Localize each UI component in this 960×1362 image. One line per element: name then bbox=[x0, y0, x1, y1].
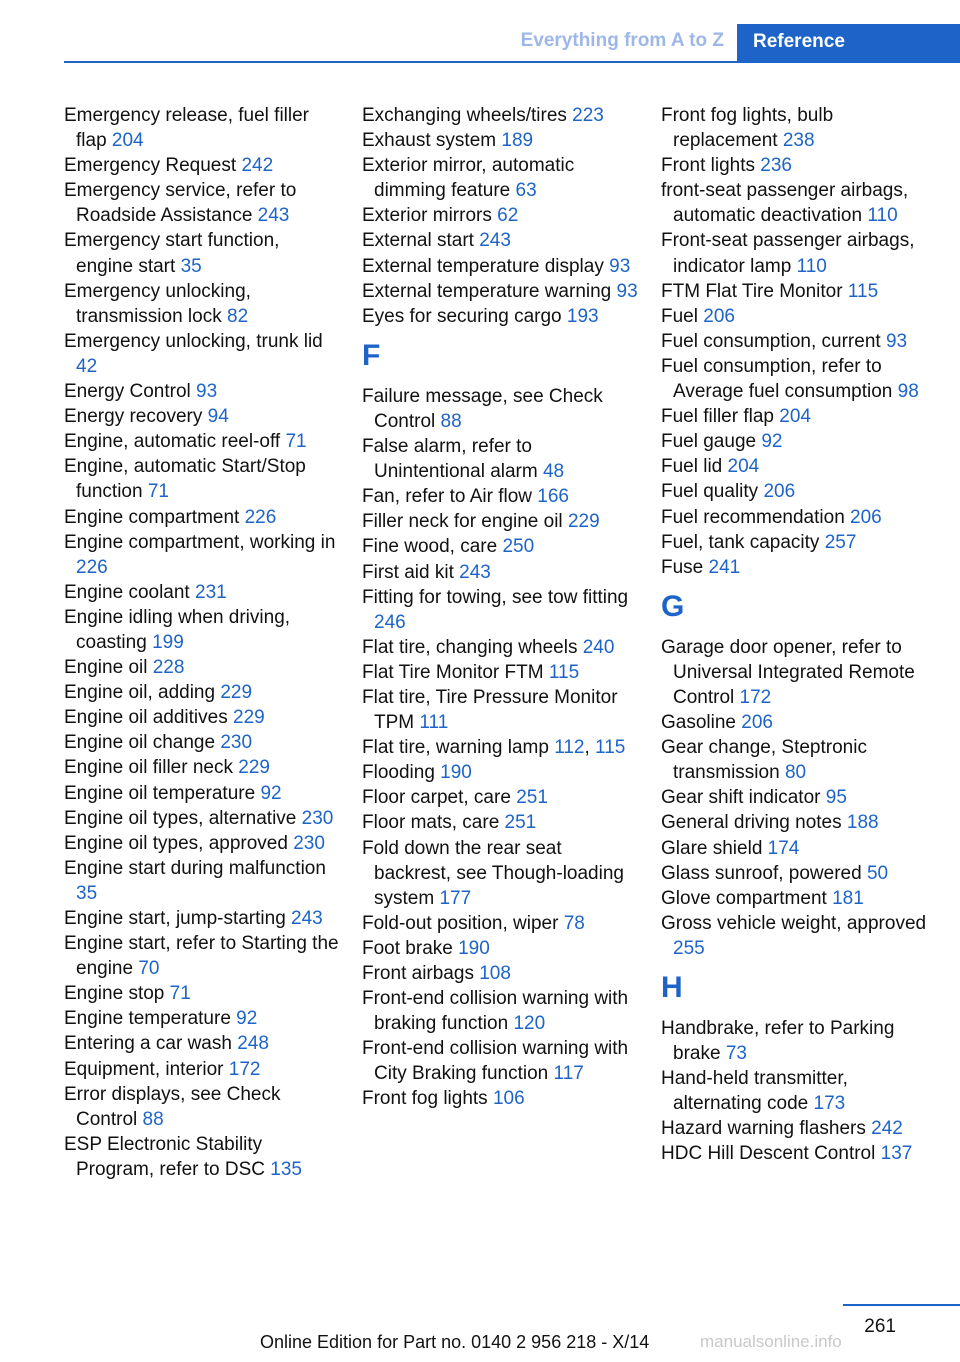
index-entry bbox=[362, 810, 638, 835]
index-entry bbox=[661, 836, 941, 861]
index-entry bbox=[64, 1132, 340, 1182]
page-reference-link[interactable]: 255 bbox=[673, 937, 705, 959]
index-entry bbox=[661, 710, 941, 735]
page-reference-link[interactable]: 88 bbox=[142, 1108, 164, 1130]
index-entry-text: Engine oil change bbox=[64, 732, 216, 754]
index-entry-text: Engine stop bbox=[64, 983, 165, 1005]
index-entry-text: ESP Electronic Stability Program, refer to DSC bbox=[64, 1133, 265, 1180]
index-entry bbox=[661, 103, 941, 153]
page-reference-link[interactable]: 71 bbox=[169, 983, 191, 1005]
index-entry bbox=[362, 203, 638, 228]
index-entry-text: Emergency start function, engine start bbox=[64, 230, 280, 277]
page-reference-link[interactable]: 230 bbox=[293, 832, 325, 854]
index-entry-text: Flat tire, changing wheels bbox=[362, 636, 578, 658]
index-entry-text: Fuel lid bbox=[661, 456, 723, 478]
index-entry bbox=[362, 986, 638, 1036]
index-entry-text: Error displays, see Check Control bbox=[64, 1083, 281, 1130]
index-entry bbox=[661, 861, 941, 886]
index-entry-text: False alarm, refer to Unintentional alarm bbox=[362, 436, 538, 483]
index-entry-text: Flat Tire Monitor FTM bbox=[362, 661, 544, 683]
index-entry-text: Engine start during malfunction bbox=[64, 857, 326, 879]
index-entry bbox=[362, 484, 638, 509]
index-entry-text: Energy Control bbox=[64, 381, 191, 403]
index-entry bbox=[661, 530, 941, 555]
index-entry-text: Engine oil types, alternative bbox=[64, 807, 297, 829]
page-reference-link[interactable]: 93 bbox=[885, 330, 908, 352]
index-entry bbox=[661, 479, 941, 504]
page-reference-link[interactable]: 230 bbox=[220, 732, 253, 754]
index-entry-text: Fuel consumption, current bbox=[661, 330, 881, 352]
index-entry-text: Energy recovery bbox=[64, 406, 203, 428]
page-reference-link[interactable]: 236 bbox=[760, 155, 792, 177]
index-entry bbox=[64, 505, 340, 530]
index-entry bbox=[64, 228, 340, 278]
page-reference-link[interactable]: 63 bbox=[515, 180, 537, 202]
index-entry-text: Floor mats, care bbox=[362, 812, 500, 834]
index-entry bbox=[64, 1006, 340, 1031]
index-entry-text: Exhaust system bbox=[362, 130, 497, 152]
index-entry bbox=[64, 530, 340, 580]
page-reference-link[interactable]: 35 bbox=[180, 255, 202, 277]
page-reference-link[interactable]: 166 bbox=[537, 486, 569, 508]
index-entry-text: General driving notes bbox=[661, 812, 842, 834]
page-reference-link[interactable]: 204 bbox=[727, 456, 760, 478]
page-reference-link[interactable]: 71 bbox=[285, 431, 307, 453]
index-entry-text: Engine, automatic Start/Stop function bbox=[64, 456, 306, 503]
index-entry-text: Fuse bbox=[661, 556, 704, 578]
page-reference-link[interactable]: 206 bbox=[850, 506, 882, 528]
header-divider bbox=[64, 61, 960, 63]
page-reference-link[interactable]: 246 bbox=[374, 611, 406, 633]
index-entry bbox=[64, 454, 340, 504]
index-entry-text: Eyes for securing cargo bbox=[362, 305, 562, 327]
index-entry-text: Hand-held transmitter, alternating code bbox=[661, 1068, 848, 1115]
page-reference-link[interactable]: 112 bbox=[554, 737, 585, 759]
page-reference-link[interactable]: 228 bbox=[152, 657, 185, 679]
index-entry-text: Fan, refer to Air flow bbox=[362, 486, 533, 508]
index-entry-text: Gear shift indicator bbox=[661, 787, 821, 809]
footer-divider bbox=[843, 1304, 960, 1306]
index-entry: Flat tire, warning lamp 112, 115 bbox=[362, 737, 626, 759]
index-entry-text: front-seat passenger airbags, automatic deactivation bbox=[661, 180, 909, 227]
index-entry bbox=[362, 936, 638, 961]
page-reference-link[interactable]: 199 bbox=[152, 631, 184, 653]
index-entry bbox=[64, 580, 340, 605]
page-number: 261 bbox=[864, 1316, 896, 1337]
page-reference-link[interactable]: 106 bbox=[492, 1088, 525, 1110]
index-entry bbox=[661, 1116, 941, 1141]
index-entry bbox=[362, 660, 638, 685]
page-reference-link[interactable]: 251 bbox=[504, 812, 537, 834]
page-reference-link[interactable]: 120 bbox=[513, 1013, 546, 1035]
index-entry bbox=[64, 404, 340, 429]
index-entry-text: Emergency unlocking, transmission lock bbox=[64, 280, 251, 327]
page-reference-link[interactable]: 206 bbox=[741, 712, 773, 734]
index-entry-text: Glare shield bbox=[661, 837, 763, 859]
index-entry bbox=[64, 856, 340, 906]
edition-note: Online Edition for Part no. 0140 2 956 218 - X/14 bbox=[260, 1332, 650, 1352]
index-entry-text: Emergency Request bbox=[64, 155, 237, 177]
index-entry bbox=[64, 680, 340, 705]
index-entry bbox=[362, 1086, 638, 1111]
index-entry-text: Emergency service, refer to Roadside Assistance bbox=[64, 180, 297, 227]
page-reference-link[interactable]: 229 bbox=[233, 707, 265, 729]
index-entry bbox=[661, 1016, 941, 1066]
index-entry bbox=[64, 906, 340, 931]
index-column-1 bbox=[64, 103, 340, 1182]
index-entry-text: Garage door opener, refer to Universal Integrated Remote Control bbox=[661, 636, 915, 708]
index-entry bbox=[362, 585, 638, 635]
index-entry-text: Engine, automatic reel-off bbox=[64, 431, 281, 453]
index-entry bbox=[64, 981, 340, 1006]
page-reference-link[interactable]: 231 bbox=[195, 581, 227, 603]
page-reference-link[interactable]: 117 bbox=[553, 1063, 584, 1085]
index-entry bbox=[362, 685, 638, 735]
index-entry-text: Engine oil filler neck bbox=[64, 757, 233, 779]
index-entry-text: Front lights bbox=[661, 155, 755, 177]
index-entry bbox=[64, 178, 340, 228]
page-reference-link[interactable]: 70 bbox=[138, 958, 160, 980]
page-reference-link[interactable]: 251 bbox=[516, 787, 548, 809]
index-entry bbox=[362, 760, 638, 785]
index-entry-text: Engine compartment bbox=[64, 506, 240, 528]
page-reference-link[interactable]: 206 bbox=[763, 481, 796, 503]
index-entry bbox=[64, 781, 340, 806]
index-entry-text: Exterior mirrors bbox=[362, 205, 492, 227]
page-reference-link[interactable]: 238 bbox=[782, 130, 815, 152]
index-entry bbox=[661, 228, 941, 278]
index-entry bbox=[64, 755, 340, 780]
page-reference-link[interactable]: 110 bbox=[796, 255, 827, 277]
index-entry-text: First aid kit bbox=[362, 561, 454, 583]
page-reference-link[interactable]: 93 bbox=[196, 381, 218, 403]
index-entry-text: Equipment, interior bbox=[64, 1058, 224, 1080]
page-reference-link[interactable]: 98 bbox=[897, 381, 919, 403]
index-entry-text: Front-end collision warning with braking function bbox=[362, 988, 629, 1035]
index-entry bbox=[362, 836, 638, 911]
page-reference-link[interactable]: 73 bbox=[725, 1043, 747, 1065]
index-entry-text: FTM Flat Tire Monitor bbox=[661, 280, 843, 302]
index-entry-text: Exterior mirror, automatic dimming feature bbox=[362, 155, 575, 202]
index-entry bbox=[661, 555, 941, 580]
page-reference-link[interactable]: 108 bbox=[479, 963, 511, 984]
index-entry-text: Fitting for towing, see tow fitting bbox=[362, 586, 629, 608]
index-letter-heading: F bbox=[362, 338, 381, 372]
index-entry bbox=[661, 329, 941, 354]
index-entry-text: Gasoline bbox=[661, 712, 736, 734]
index-entry-text: Floor carpet, care bbox=[362, 787, 511, 809]
index-entry bbox=[661, 886, 941, 911]
index-entry-text: Filler neck for engine oil bbox=[362, 511, 563, 533]
page-reference-link[interactable]: 243 bbox=[479, 230, 511, 252]
index-letter-heading: H bbox=[661, 971, 683, 1004]
index-entry bbox=[362, 279, 638, 304]
index-entry bbox=[362, 785, 638, 810]
index-column-2 bbox=[362, 103, 638, 1112]
index-entry-text: Engine start, jump-starting bbox=[64, 908, 286, 929]
index-entry bbox=[64, 806, 340, 831]
index-entry-text: Hazard warning flashers bbox=[661, 1118, 866, 1140]
page-header bbox=[0, 0, 960, 66]
page-reference-link[interactable]: 190 bbox=[458, 937, 490, 959]
index-entry bbox=[362, 103, 638, 128]
index-entry-text: Flat tire, Tire Pressure Monitor TPM bbox=[362, 686, 618, 734]
index-entry bbox=[362, 153, 638, 203]
index-entry bbox=[661, 454, 941, 479]
index-entry bbox=[661, 304, 941, 329]
index-entry bbox=[362, 434, 638, 484]
page-reference-link[interactable]: 80 bbox=[784, 762, 807, 784]
page-reference-link[interactable]: 257 bbox=[824, 531, 857, 553]
page-reference-link[interactable]: 92 bbox=[761, 431, 783, 453]
page-reference-link[interactable]: 243 bbox=[459, 561, 491, 583]
index-entry-text: Flat tire, warning lamp bbox=[362, 737, 549, 759]
index-entry-text: HDC Hill Descent Control bbox=[661, 1143, 876, 1165]
index-entry-text: External temperature warning bbox=[362, 280, 612, 302]
index-entry bbox=[362, 384, 638, 434]
page-reference-link[interactable]: 35 bbox=[76, 882, 98, 904]
index-entry-text: Gross vehicle weight, approved bbox=[661, 912, 927, 934]
index-entry-text: Exchanging wheels/tires bbox=[362, 105, 567, 126]
index-entry bbox=[362, 228, 638, 253]
page-reference-link[interactable]: 137 bbox=[880, 1143, 913, 1165]
index-entry-text: Flooding bbox=[362, 762, 435, 784]
page-reference-link[interactable]: 226 bbox=[244, 506, 277, 528]
page-reference-link[interactable]: 188 bbox=[846, 812, 879, 834]
index-entry bbox=[661, 429, 941, 454]
page-reference-link[interactable]: 181 bbox=[832, 887, 864, 909]
index-entry bbox=[362, 961, 638, 986]
index-entry bbox=[362, 560, 638, 585]
index-entry-text: Front-end collision warning with City Braking function bbox=[362, 1038, 629, 1085]
index-entry-text: Fold-out position, wiper bbox=[362, 912, 559, 934]
page-reference-link[interactable]: 243 bbox=[257, 205, 290, 227]
index-entry bbox=[661, 404, 941, 429]
index-entry bbox=[362, 509, 638, 534]
page-reference-link[interactable]: 223 bbox=[572, 105, 604, 126]
index-entry bbox=[362, 128, 638, 153]
page-reference-link[interactable]: 94 bbox=[207, 406, 229, 428]
page-reference-link[interactable]: 93 bbox=[616, 280, 638, 302]
index-entry bbox=[661, 635, 941, 710]
index-entry-text: Emergency unlocking, trunk lid bbox=[64, 330, 323, 352]
index-entry-text: Fuel consumption, refer to Average fuel consumption bbox=[661, 355, 893, 403]
index-letter-heading: G bbox=[661, 589, 685, 623]
page-reference-link[interactable]: 62 bbox=[497, 205, 519, 227]
index-entry-text: Engine oil, adding bbox=[64, 682, 216, 704]
page-reference-link[interactable]: 173 bbox=[813, 1093, 846, 1115]
index-entry bbox=[64, 1031, 340, 1056]
index-entry bbox=[661, 1141, 941, 1166]
index-entry-text: Fold down the rear seat backrest, see Though-loading system bbox=[362, 837, 624, 909]
page-reference-link[interactable]: 229 bbox=[238, 757, 270, 779]
page-reference-link[interactable]: 204 bbox=[111, 130, 144, 152]
index-entry-text: Fuel gauge bbox=[661, 431, 757, 453]
index-entry-text: Front fog lights, bulb replacement bbox=[661, 105, 834, 152]
index-entry bbox=[64, 329, 340, 379]
page-reference-link[interactable]: 250 bbox=[502, 536, 535, 558]
index-entry-text: Failure message, see Check Control bbox=[362, 385, 603, 432]
page-reference-link[interactable]: 42 bbox=[76, 355, 98, 377]
index-entry bbox=[661, 1066, 941, 1116]
page-reference-link[interactable]: 177 bbox=[439, 887, 472, 909]
index-entry bbox=[661, 354, 941, 404]
index-entry bbox=[661, 153, 941, 178]
index-entry bbox=[362, 304, 638, 329]
page-reference-link[interactable]: 111 bbox=[419, 712, 449, 734]
index-entry bbox=[661, 735, 941, 785]
page-reference-link[interactable]: 193 bbox=[566, 305, 599, 327]
index-entry bbox=[362, 911, 638, 936]
section-title: Everything from A to Z bbox=[520, 30, 724, 51]
page-reference-link[interactable]: 229 bbox=[567, 511, 600, 533]
index-entry-text: Engine compartment, working in bbox=[64, 531, 336, 553]
page-reference-link[interactable]: 248 bbox=[237, 1033, 269, 1055]
index-entry-text: Fuel quality bbox=[661, 481, 759, 503]
index-entry bbox=[64, 730, 340, 755]
index-entry bbox=[661, 785, 941, 810]
index-entry bbox=[362, 254, 638, 279]
index-entry-text: Fuel, tank capacity bbox=[661, 531, 820, 553]
page-reference-link[interactable]: 92 bbox=[260, 782, 282, 804]
index-entry-text: Engine idling when driving, coasting bbox=[64, 606, 291, 653]
section-tab: Reference bbox=[737, 24, 960, 61]
page-reference-link[interactable]: 189 bbox=[501, 130, 534, 152]
index-entry bbox=[64, 379, 340, 404]
page-reference-link[interactable]: 226 bbox=[76, 556, 108, 578]
page-reference-link[interactable]: 230 bbox=[301, 807, 334, 829]
page-reference-link[interactable]: 242 bbox=[871, 1118, 903, 1140]
page-reference-link[interactable]: 115 bbox=[595, 737, 626, 759]
index-entry bbox=[64, 831, 340, 856]
index-entry-text: Glove compartment bbox=[661, 887, 827, 909]
index-entry-text: Fuel filler flap bbox=[661, 406, 774, 428]
page-reference-link[interactable]: 50 bbox=[866, 862, 889, 884]
index-entry bbox=[64, 1082, 340, 1132]
index-entry bbox=[362, 534, 638, 559]
page-reference-link[interactable]: 204 bbox=[779, 406, 811, 428]
index-entry bbox=[64, 429, 340, 454]
index-entry-text: Engine oil temperature bbox=[64, 782, 256, 804]
index-entry bbox=[661, 505, 941, 530]
page-reference-link[interactable]: 172 bbox=[739, 686, 772, 708]
page-reference-link[interactable]: 78 bbox=[563, 912, 585, 934]
page-reference-link[interactable]: 82 bbox=[227, 305, 249, 327]
index-entry bbox=[64, 153, 340, 178]
index-column-3 bbox=[661, 103, 941, 1167]
index-entry bbox=[661, 810, 941, 835]
page-reference-link[interactable]: 190 bbox=[440, 762, 472, 784]
page-reference-link[interactable]: 115 bbox=[548, 661, 580, 683]
index-entry bbox=[64, 655, 340, 680]
page-reference-link[interactable]: 174 bbox=[767, 837, 800, 859]
page-reference-link[interactable]: 48 bbox=[542, 461, 565, 483]
index-entry bbox=[64, 1057, 340, 1082]
index-entry-text: Foot brake bbox=[362, 937, 453, 959]
index-entry bbox=[362, 635, 638, 660]
page-reference-link[interactable]: 95 bbox=[825, 787, 847, 809]
page-reference-link[interactable]: 241 bbox=[708, 556, 741, 578]
index-entry bbox=[661, 279, 941, 304]
index-entry-text: Emergency release, fuel filler flap bbox=[64, 105, 309, 152]
index-entry-text: Engine oil additives bbox=[64, 707, 228, 729]
page-reference-link[interactable]: 93 bbox=[609, 255, 631, 277]
index-entry-text: Fine wood, care bbox=[362, 536, 498, 558]
page-reference-link[interactable]: 172 bbox=[228, 1058, 261, 1080]
index-entry bbox=[661, 178, 941, 228]
page-reference-link[interactable]: 229 bbox=[220, 682, 253, 704]
page-reference-link[interactable]: 242 bbox=[241, 155, 274, 177]
index-entry-text: Engine temperature bbox=[64, 1008, 231, 1030]
page-reference-link[interactable]: 115 bbox=[847, 280, 879, 302]
page-reference-link[interactable]: 135 bbox=[270, 1158, 302, 1180]
index-entry-text: Front-seat passenger airbags, indicator lamp bbox=[661, 230, 915, 277]
index-entry-text: External start bbox=[362, 230, 474, 252]
index-entry-text: Engine coolant bbox=[64, 581, 190, 603]
page-reference-link[interactable]: 243 bbox=[291, 908, 323, 929]
index-entry-text: Fuel recommendation bbox=[661, 506, 845, 528]
index-entry-text: Gear change, Steptronic transmission bbox=[661, 737, 867, 784]
index-entry-text: Handbrake, refer to Parking brake bbox=[661, 1018, 895, 1065]
index-entry-text: Engine start, refer to Starting the engine bbox=[64, 933, 339, 980]
index-entry-text: Engine oil bbox=[64, 657, 148, 679]
index-entry bbox=[64, 279, 340, 329]
page-reference-link[interactable]: 240 bbox=[582, 636, 615, 658]
watermark: manualsonline.info bbox=[700, 1332, 842, 1351]
page-reference-link[interactable]: 71 bbox=[147, 481, 169, 503]
index-entry bbox=[64, 931, 340, 981]
index-entry-text: Front fog lights bbox=[362, 1088, 488, 1110]
index-entry bbox=[64, 605, 340, 655]
index-entry bbox=[362, 1036, 638, 1086]
index-entry-text: Front airbags bbox=[362, 963, 474, 984]
index-entry-text: Entering a car wash bbox=[64, 1033, 232, 1055]
page-reference-link[interactable]: 88 bbox=[440, 410, 462, 432]
page-reference-link[interactable]: 92 bbox=[236, 1008, 258, 1030]
index-entry-text: Engine oil types, approved bbox=[64, 832, 288, 854]
index-entry bbox=[661, 911, 941, 961]
index-entry-text: Fuel bbox=[661, 305, 698, 327]
index-entry bbox=[64, 705, 340, 730]
index-entry bbox=[64, 103, 340, 153]
index-entry-text: Glass sunroof, powered bbox=[661, 862, 862, 884]
page-reference-link[interactable]: 110 bbox=[867, 205, 898, 227]
page-reference-link[interactable]: 206 bbox=[703, 305, 735, 327]
index-entry-text: External temperature display bbox=[362, 255, 604, 277]
